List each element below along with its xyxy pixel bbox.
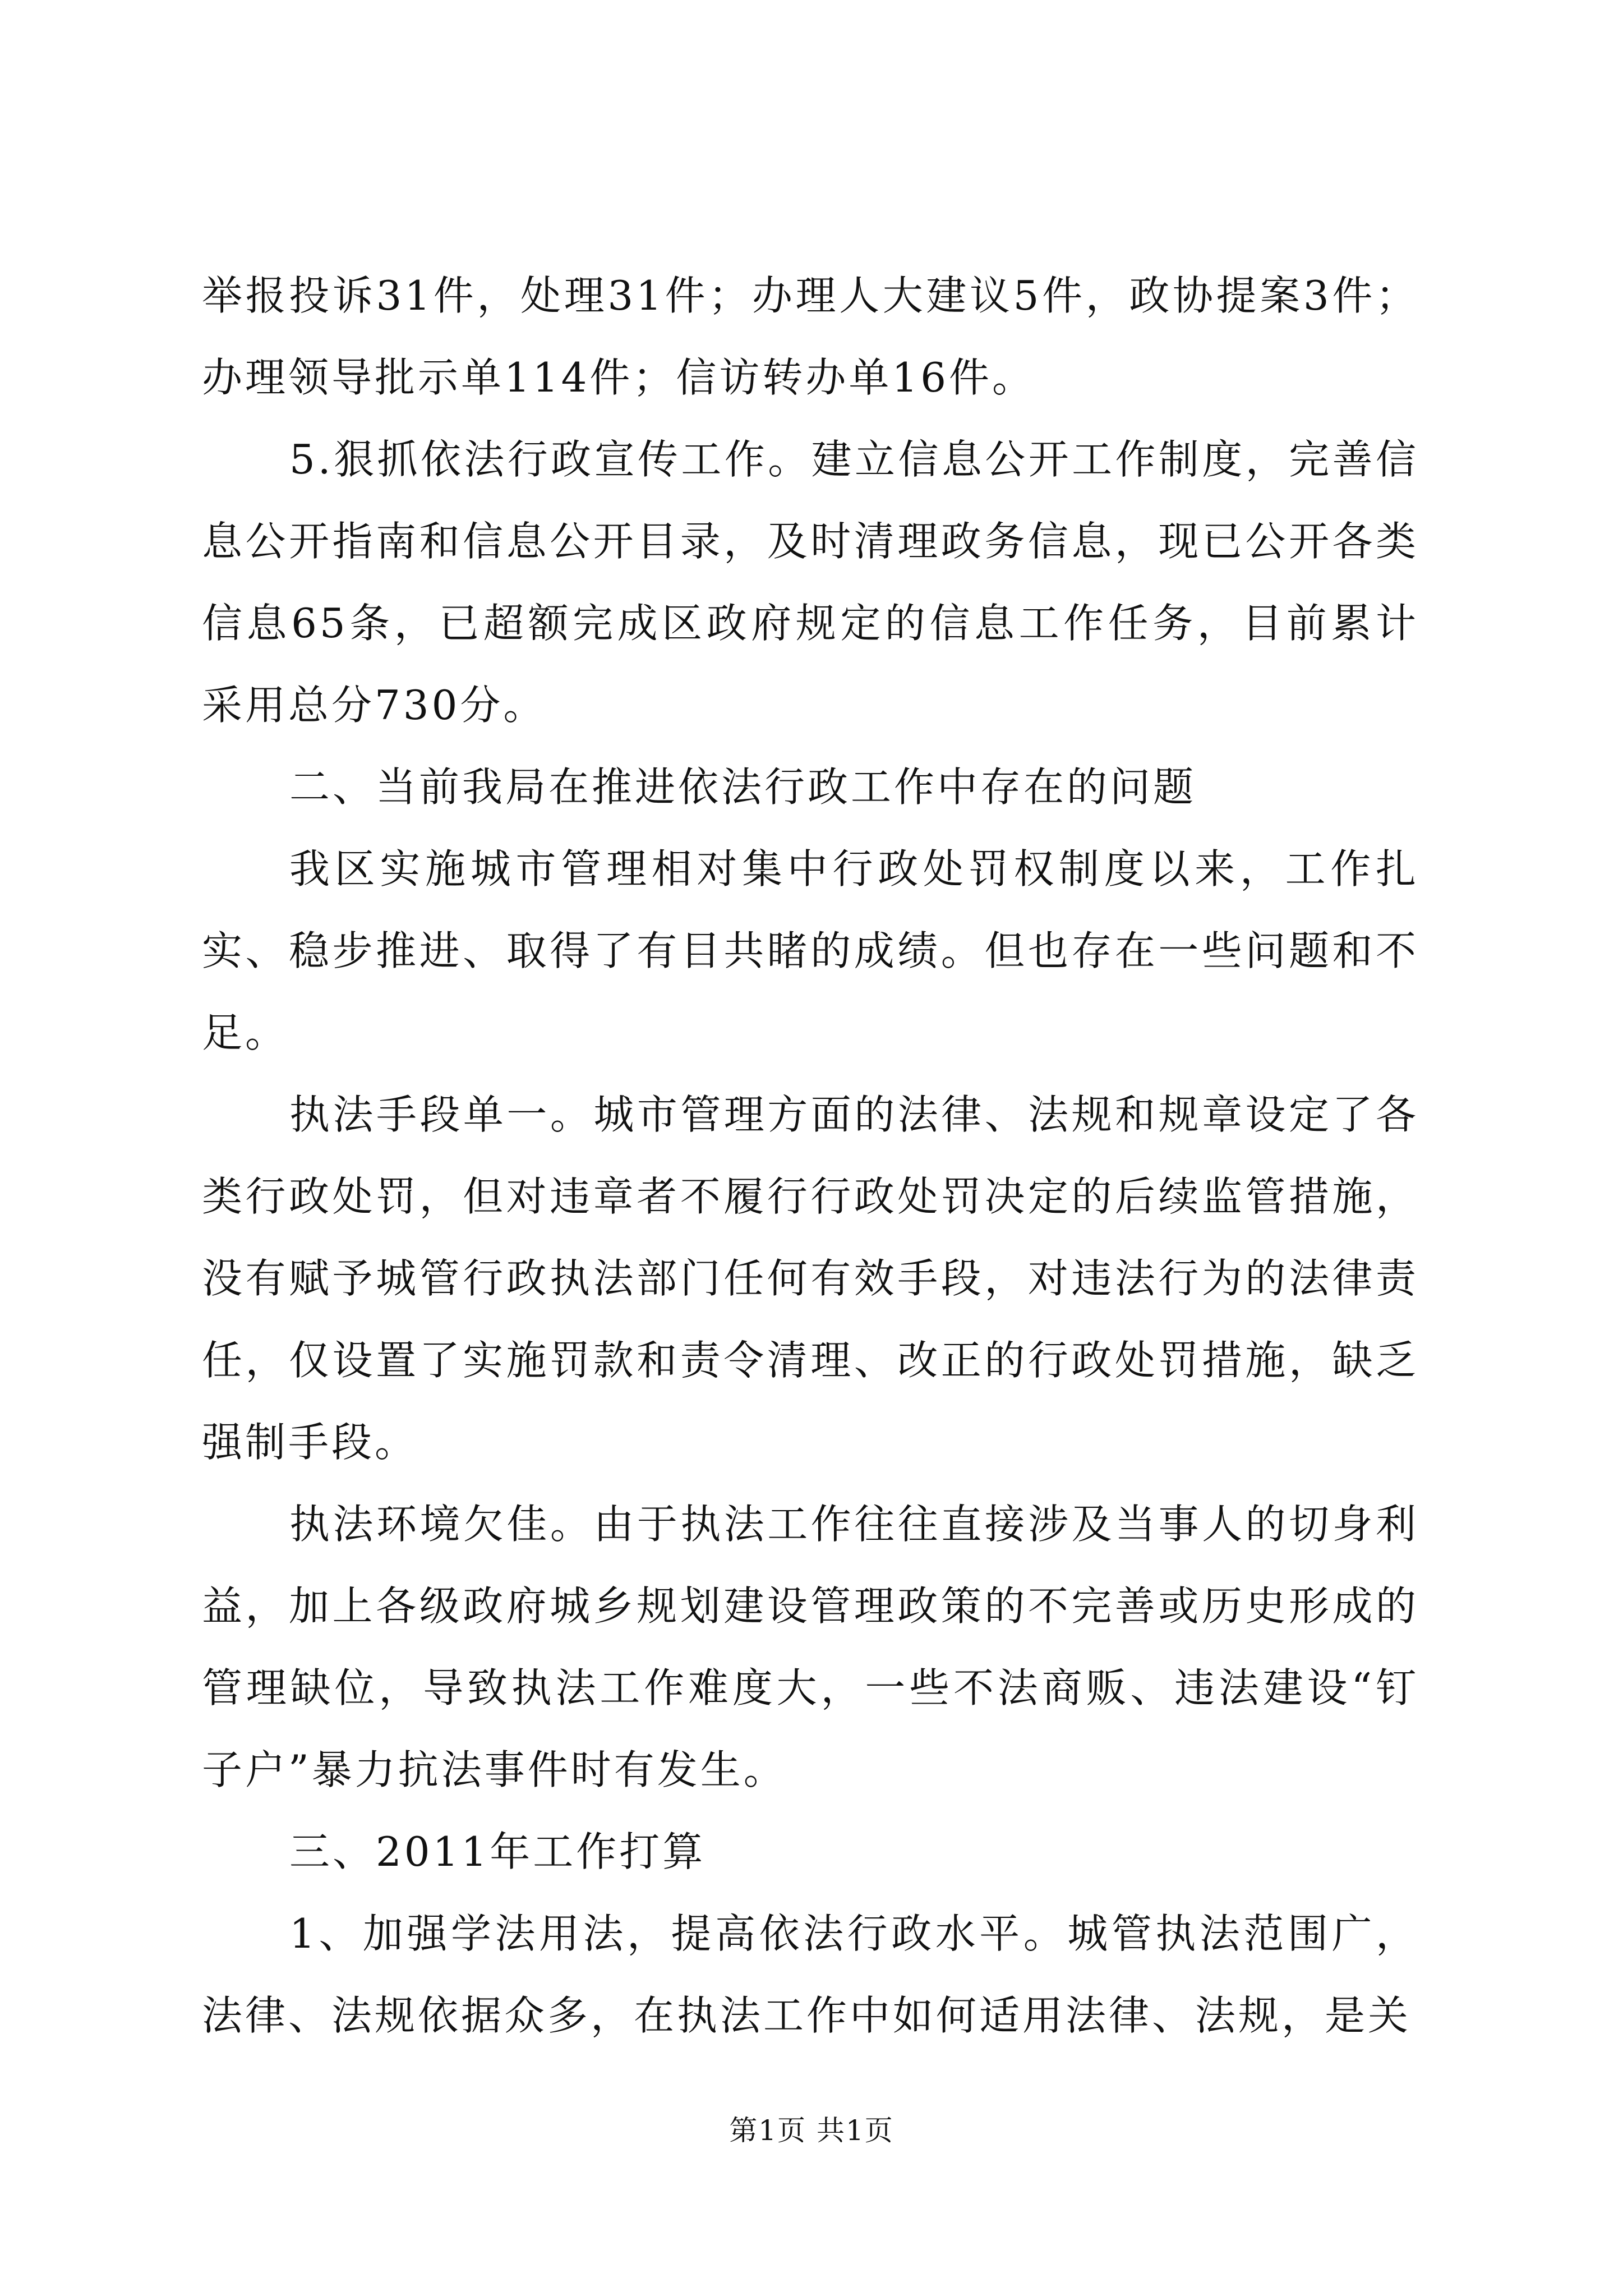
- paragraph-enforcement-means: 执法手段单一。城市管理方面的法律、法规和规章设定了各类行政处罚，但对违章者不履行行政处罚决定的后续监管措施，没有赋予城管行政执法部门任何有效手段，对违法行为的法律责任，仅设置了实施罚款和责令清理、改正的行政处罚措施，缺乏强制手段。: [202, 1091, 1419, 1466]
- page-footer: 第1页 共1页: [729, 2114, 894, 2147]
- document-body: [202, 255, 1419, 2056]
- section-heading-2011-plan: 三、2011年工作打算: [289, 1828, 706, 1875]
- paragraph-enforcement-environment: 执法环境欠佳。由于执法工作往往直接涉及当事人的切身利益，加上各级政府城乡规划建设管理政策的不完善或历史形成的管理缺位，导致执法工作难度大，一些不法商贩、违法建设“钉子户”暴力抗法事件时有发生。: [202, 1501, 1419, 1793]
- paragraph-study-law: 1、加强学法用法，提高依法行政水平。城管执法范围广，法律、法规依据众多，在执法工作中如何适用法律、法规，是关: [202, 1910, 1419, 2039]
- paragraph-publicity-work: 5.狠抓依法行政宣传工作。建立信息公开工作制度，完善信息公开指南和信息公开目录，及时清理政务信息，现已公开各类信息65条，已超额完成区政府规定的信息工作任务，目前累计采用总分730分。: [202, 436, 1419, 729]
- section-heading-problems: 二、当前我局在推进依法行政工作中存在的问题: [289, 763, 1197, 811]
- paragraph-complaints-continuation: 举报投诉31件，处理31件；办理人大建议5件，政协提案3件；办理领导批示单114件；信访转办单16件。: [202, 272, 1419, 401]
- paragraph-problems-intro: 我区实施城市管理相对集中行政处罚权制度以来，工作扎实、稳步推进、取得了有目共睹的成绩。但也存在一些问题和不足。: [202, 845, 1419, 1056]
